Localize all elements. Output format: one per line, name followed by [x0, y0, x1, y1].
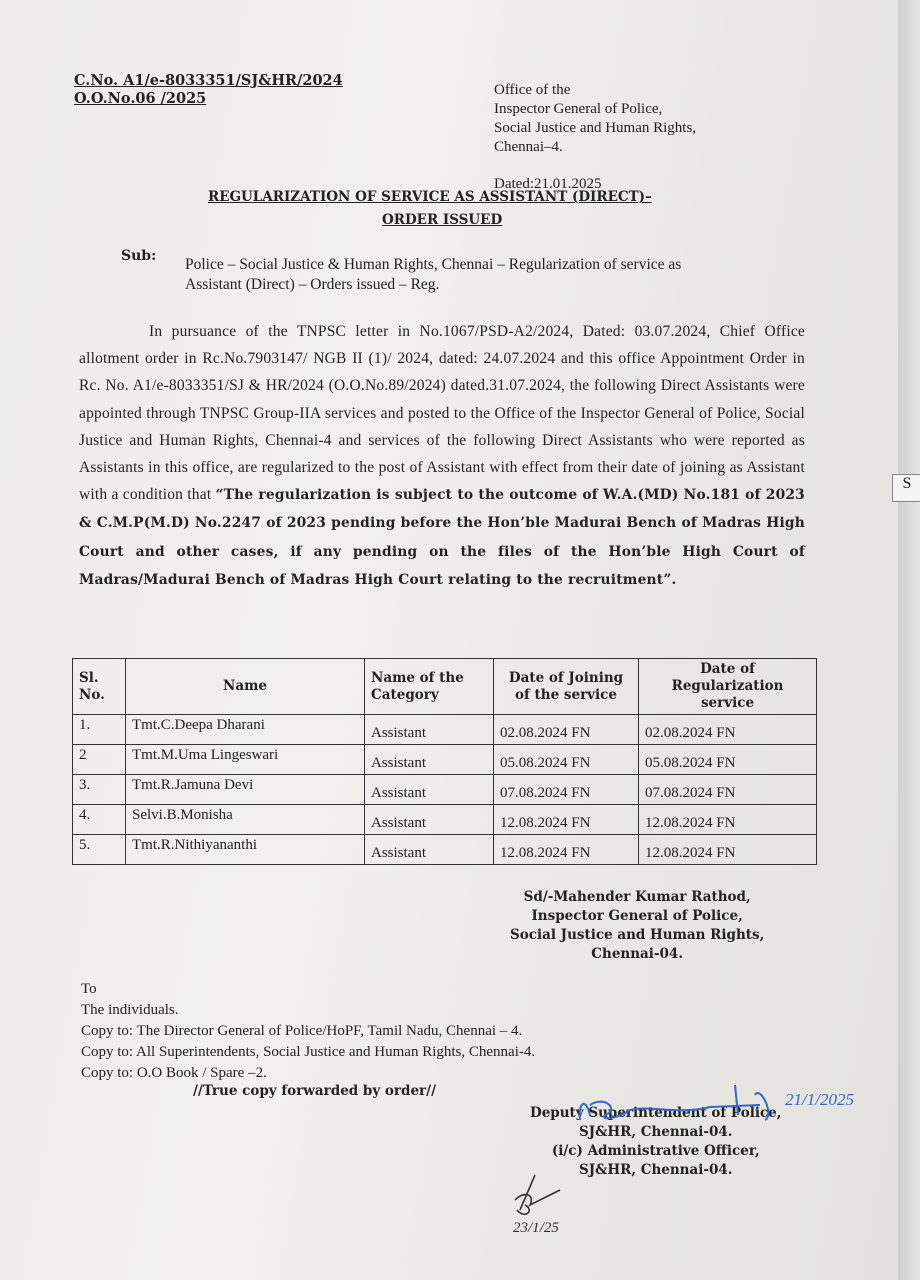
header-name: Name	[126, 659, 365, 715]
body-text: In pursuance of the TNPSC letter in No.1067/PSD-A2/2024, Dated: 03.07.2024, Chief Office allotment order in Rc.No.7903147/ NGB II (1)/ 2024, dated: 24.07.2024 and this office Appointment Order in Rc. No. A1/e-8033351/SJ & HR/2024 (O.O.No.89/2024) dated.31.07.2024, the following Direct Assistants were appointed through TNPSC Group-IIA services and posted to the Office of the Inspector General of Police, Social Justice and Human Rights, Chennai-4 and services of the following Direct Assistants who were reported as Assistants in this office, are regularized to the post of Assistant with effect from their date of joining as Assistant with a condition that	[79, 323, 805, 504]
name-cell: Tmt.C.Deepa Dharani	[126, 715, 365, 745]
distribution-line: Copy to: All Superintendents, Social Justice and Human Rights, Chennai-4.	[81, 1044, 536, 1060]
joining-date-cell: 12.08.2024 FN	[494, 835, 639, 865]
joining-date-cell: 02.08.2024 FN	[494, 715, 639, 745]
background-edge	[898, 0, 920, 1280]
header-sl-no: Sl. No.	[73, 659, 126, 715]
signatory-line: Inspector General of Police,	[531, 908, 743, 924]
category-cell: Assistant	[365, 835, 494, 865]
category-cell: Assistant	[365, 775, 494, 805]
regularization-date-cell: 12.08.2024 FN	[639, 805, 817, 835]
regularization-date-cell: 12.08.2024 FN	[639, 835, 817, 865]
subject-line: Assistant (Direct) – Orders issued – Reg.	[185, 276, 440, 293]
signatory-line: Chennai-04.	[591, 946, 684, 962]
table-row	[73, 775, 817, 805]
initials-date: 23/1/25	[513, 1220, 559, 1236]
sl-no-cell: 2	[73, 745, 126, 775]
body-paragraph	[79, 318, 805, 594]
subject-text	[185, 255, 681, 295]
category-cell: Assistant	[365, 805, 494, 835]
office-line: Social Justice and Human Rights,	[494, 120, 697, 136]
header-joining-date: Date of Joining of the service	[494, 659, 639, 715]
office-line: Office of the	[494, 82, 571, 98]
name-cell: Tmt.R.Nithiyananthi	[126, 835, 365, 865]
attestor-line: SJ&HR, Chennai-04.	[579, 1124, 733, 1140]
distribution-line: Copy to: The Director General of Police/HoPF, Tamil Nadu, Chennai – 4.	[81, 1023, 523, 1039]
sl-no-cell: 4.	[73, 805, 126, 835]
distribution-line: To	[81, 981, 97, 997]
joining-date-cell: 05.08.2024 FN	[494, 745, 639, 775]
sl-no-cell: 1.	[73, 715, 126, 745]
name-cell: Selvi.B.Monisha	[126, 805, 365, 835]
margin-note: S	[892, 474, 920, 502]
table-row	[73, 805, 817, 835]
true-copy-note: //True copy forwarded by order//	[193, 1083, 437, 1099]
subject-line: Police – Social Justice & Human Rights, Chennai – Regularization of service as	[185, 256, 682, 273]
initials-mark	[505, 1170, 595, 1240]
regularization-date-cell: 05.08.2024 FN	[639, 745, 817, 775]
order-title: REGULARIZATION OF SERVICE AS ASSISTANT (DIRECT)–	[208, 189, 652, 205]
joining-date-cell: 12.08.2024 FN	[494, 805, 639, 835]
signature-date: 21/1/2025	[785, 1090, 854, 1109]
regularization-date-cell: 02.08.2024 FN	[639, 715, 817, 745]
header-regularization-date: Date of Regularization service	[639, 659, 817, 715]
signatory-line: Social Justice and Human Rights,	[510, 927, 765, 943]
distribution-line: Copy to: O.O Book / Spare –2.	[81, 1065, 267, 1081]
distribution-list	[81, 979, 535, 1084]
sl-no-cell: 3.	[73, 775, 126, 805]
table-row	[73, 835, 817, 865]
header-category: Name of the Category	[365, 659, 494, 715]
signatory-block	[510, 888, 764, 964]
order-number: O.O.No.06 /2025	[74, 90, 207, 107]
name-cell: Tmt.M.Uma Lingeswari	[126, 745, 365, 775]
handwritten-signature	[560, 1075, 860, 1135]
signatory-line: Sd/-Mahender Kumar Rathod,	[523, 889, 751, 905]
table-row	[73, 745, 817, 775]
office-line: Inspector General of Police,	[494, 101, 663, 117]
office-address	[494, 81, 696, 157]
regularization-date-cell: 07.08.2024 FN	[639, 775, 817, 805]
joining-date-cell: 07.08.2024 FN	[494, 775, 639, 805]
body-condition: “The regularization is subject to the outcome of W.A.(MD) No.181 of 2023 & C.M.P(M.D) No.2247 of 2023 pending before the Hon’ble Madurai Bench of Madras High Court and other cases, if any pending on the files of the Hon’ble High Court of Madras/Madurai Bench of Madras High Court relating to the recruitment”.	[79, 487, 805, 588]
name-cell: Tmt.R.Jamuna Devi	[126, 775, 365, 805]
order-date: Dated:21.01.2025	[494, 176, 602, 192]
attestor-line: (i/c) Administrative Officer,	[551, 1143, 760, 1159]
table-header-row	[73, 659, 817, 715]
table-row	[73, 715, 817, 745]
subject-label: Sub:	[121, 248, 157, 264]
order-title-2: ORDER ISSUED	[382, 212, 503, 228]
regularization-table	[72, 658, 817, 865]
attestor-line: SJ&HR, Chennai-04.	[579, 1162, 733, 1178]
distribution-line: The individuals.	[81, 1002, 179, 1018]
category-cell: Assistant	[365, 715, 494, 745]
file-number: C.No. A1/e-8033351/SJ&HR/2024	[74, 72, 343, 89]
sl-no-cell: 5.	[73, 835, 126, 865]
office-line: Chennai–4.	[494, 139, 563, 155]
attestor-line: Deputy Superintendent of Police,	[530, 1105, 782, 1121]
category-cell: Assistant	[365, 745, 494, 775]
